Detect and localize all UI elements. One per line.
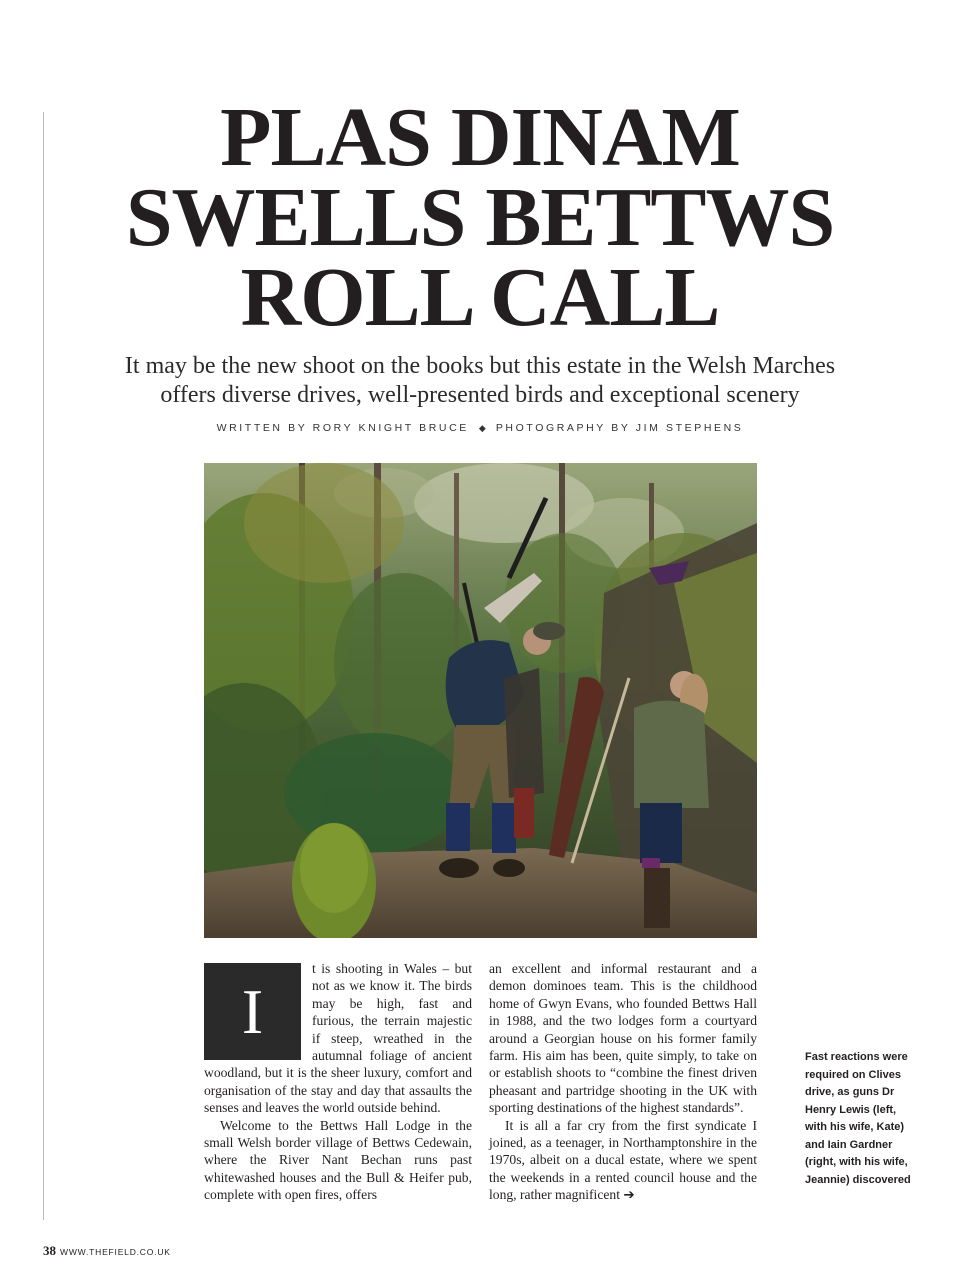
left-margin-rule	[43, 112, 44, 1220]
standfirst	[60, 352, 900, 410]
standfirst-line-2: offers diverse drives, well-presented birds and exceptional scenery	[160, 382, 800, 408]
headline-line-1: PLAS DINAM	[220, 91, 740, 184]
byline	[60, 422, 900, 434]
standfirst-line-1: It may be the new shoot on the books but this estate in the Welsh Marches	[124, 353, 836, 379]
headline	[60, 91, 900, 344]
headline-line-3: ROLL CALL	[240, 251, 720, 344]
diamond-separator-icon: ◆	[478, 423, 486, 433]
continued-text: It is all a far cry from the first syndicate I joined, as a teenager, in Northamptonshire in the 1970s, albeit on a ducal estate, where we spent the weekends in a rented council house and the long, rather magnificent	[489, 1117, 757, 1203]
writer-credit: WRITTEN BY RORY KNIGHT BRUCE	[216, 422, 469, 434]
body-paragraph-continued	[489, 1117, 757, 1204]
photographer-credit: PHOTOGRAPHY BY JIM STEPHENS	[495, 422, 744, 434]
drop-cap: I	[204, 963, 301, 1060]
body-column-1	[204, 960, 472, 1204]
page-number: 38	[43, 1243, 56, 1258]
woodland-shooting-scene-illustration	[204, 463, 757, 938]
intro-paragraph	[204, 960, 472, 1117]
body-paragraph: an excellent and informal restaurant and a demon dominoes team. This is the childhood home of Gwyn Evans, who founded Bettws Hall in 1988, and the two lodges form a courtyard around a Georgian house on his former family farm. His aim has been, quite simply, to take on or establish shoots to “combine the finest driven pheasant and partridge shooting in the UK with sporting destinations of the highest standards”.	[489, 961, 757, 1116]
headline-line-2: SWELLS BETTWS	[125, 171, 835, 264]
photo-caption: Fast reactions were required on Clives drive, as guns Dr Henry Lewis (left, with his wife, Kate) and Iain Gardner (right, with his wife, Jeannie) discovered	[805, 1051, 911, 1186]
page-folio	[43, 1243, 171, 1259]
body-column-2	[489, 960, 757, 1204]
website-link[interactable]: WWW.THEFIELD.CO.UK	[60, 1247, 171, 1257]
body-paragraph: Welcome to the Bettws Hall Lodge in the small Welsh border village of Bettws Cedewain, where the River Nant Bechan runs past whitewashed houses and the Bull & Heifer pub, complete with open fires, offers	[204, 1117, 472, 1203]
main-photograph	[204, 463, 757, 938]
intro-text: t is shooting in Wales – but not as we know it. The birds may be high, fast and furious, the terrain majestic if steep, wreathed in the autumnal foliage of ancient woodland, but it is the sheer luxury, comfort and organisation of the stay and day that assaults the senses and leaves the world outside behind.	[204, 961, 472, 1116]
continue-arrow-icon: ➔	[623, 1187, 635, 1203]
